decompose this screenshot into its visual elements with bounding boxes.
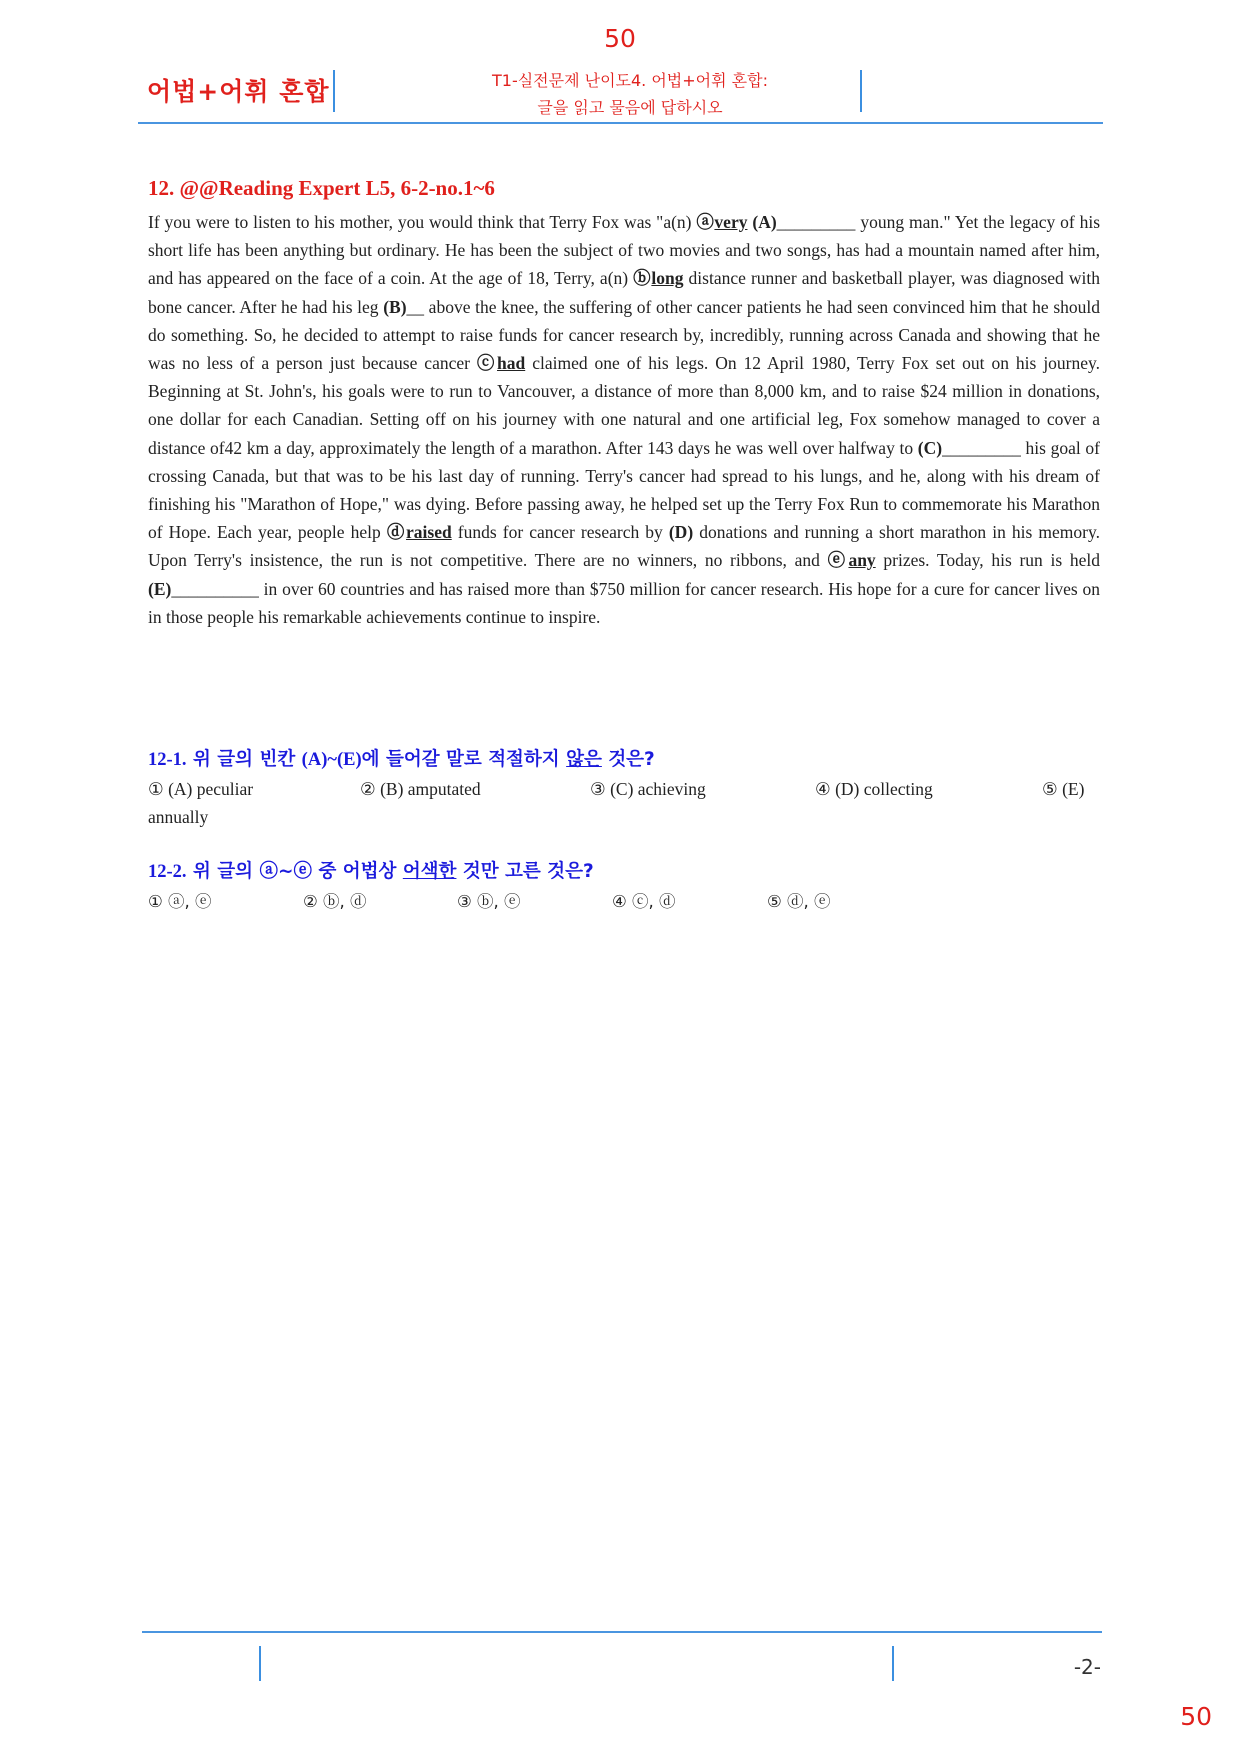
underlined-word-e: any xyxy=(848,550,876,571)
subquestion-2-range: ⓐ~ⓔ xyxy=(259,861,312,882)
underlined-word-b: long xyxy=(651,268,684,289)
passage-text: __ above the knee, the suffering of other cancer patients he had seen convinced him that he should do something. So, he decided to attempt to raise funds for cancer research by, incredibly, running across Canada and showing that he was no less of a person just because cancer xyxy=(148,296,1101,374)
subquestion-2-emphasis: 어색한 xyxy=(402,861,457,882)
subquestion-1-range: (A)~(E) xyxy=(301,750,362,770)
subquestion-2-number: 12-2. xyxy=(148,862,187,882)
passage-text: prizes. Today, his run is held xyxy=(875,550,1101,571)
option-1[interactable]: ① (A) peculiar xyxy=(148,779,254,799)
subquestion-2-text: 것만 고른 것은? xyxy=(456,861,594,882)
underlined-word-a: very xyxy=(714,212,748,232)
passage-text: _________ his goal of crossing Canada, but that was to be his last day of running. Terry's cancer had spread to his lungs, and he, along with his dream of finishing his "Marathon of Hope," was dying. Before passing away, he helped set up the Terry Fox Run to commemorate his Marathon of Hope. Each year, people help xyxy=(148,437,1100,543)
option-2[interactable]: ② (B) amputated xyxy=(360,779,481,799)
page-number-top: 50 xyxy=(604,24,636,53)
footer-divider-right xyxy=(892,1646,894,1681)
header-rule xyxy=(138,122,1103,124)
subquestion-1-text: 에 들어갈 말로 적절하지 xyxy=(361,749,567,770)
passage-text: funds for cancer research by xyxy=(451,522,669,543)
subquestion-1-text: 위 글의 빈칸 xyxy=(186,749,302,770)
option-4[interactable]: ④ ⓒ, ⓓ xyxy=(612,892,676,911)
blank-b-label: (B) xyxy=(383,296,407,317)
section-title: 어법+어휘 혼합 xyxy=(147,77,330,106)
blank-e-label: (E) xyxy=(148,578,172,599)
subquestion-1-text: 것은? xyxy=(601,749,655,770)
question-title: 12. @@Reading Expert L5, 6-2-no.1~6 xyxy=(148,176,495,200)
footer-rule xyxy=(142,1631,1102,1633)
option-5[interactable]: ⑤ ⓓ, ⓔ xyxy=(767,892,831,911)
passage-text: If you were to listen to his mother, you would think that Terry Fox was "a(n) xyxy=(148,212,697,232)
mark-e: ⓔ xyxy=(827,550,849,571)
mark-b: ⓑ xyxy=(633,268,652,289)
option-2[interactable]: ② ⓑ, ⓓ xyxy=(303,892,367,911)
subquestion-2-prompt xyxy=(148,857,594,883)
reading-passage xyxy=(148,208,1100,631)
passage-text: _________ young man." Yet the legacy of his short life has been anything but ordinary. He has been the subject of two movies and two songs, has had a mountain named after him, and has appeared on the face of a coin. At the age of 18, Terry, a(n) xyxy=(148,212,1101,289)
footer-page-number: -2- xyxy=(1073,1655,1101,1679)
passage-text: __________ in over 60 countries and has raised more than $750 million for cancer research. His hope for a cure for cancer lives on in those people his remarkable achievements continue to inspire. xyxy=(148,578,1100,627)
subquestion-2-text: 중 어법상 xyxy=(312,861,403,882)
passage-text: distance runner and basketball player, was diagnosed with bone cancer. After he had his leg xyxy=(148,268,1100,317)
mark-c: ⓒ xyxy=(476,353,498,374)
option-5-wrap: annually xyxy=(148,807,209,827)
underlined-word-c: had xyxy=(497,353,526,374)
underlined-word-d: raised xyxy=(406,522,452,543)
blank-c-label: (C) xyxy=(917,437,943,458)
subquestion-1-prompt xyxy=(148,745,655,771)
option-3[interactable]: ③ (C) achieving xyxy=(590,779,706,799)
option-5[interactable]: ⑤ (E) xyxy=(1042,779,1085,799)
header-divider-right xyxy=(860,70,862,112)
footer-divider-left xyxy=(259,1646,261,1681)
header-subtitle-line1: T1-실전문제 난이도4. 어법+어휘 혼합: xyxy=(492,71,768,90)
mark-a: ⓐ xyxy=(696,212,715,232)
page-number-corner: 50 xyxy=(1180,1702,1212,1731)
option-3[interactable]: ③ ⓑ, ⓔ xyxy=(457,892,521,911)
subquestion-1-number: 12-1. xyxy=(148,750,187,770)
option-4[interactable]: ④ (D) collecting xyxy=(815,779,933,799)
option-1[interactable]: ① ⓐ, ⓔ xyxy=(148,892,212,911)
header-subtitle-line2: 글을 읽고 물음에 답하시오 xyxy=(537,98,723,117)
subquestion-2-text: 위 글의 xyxy=(186,861,260,882)
blank-d-label: (D) xyxy=(668,522,694,543)
subquestion-1-emphasis: 않은 xyxy=(566,749,602,770)
header-subtitle xyxy=(420,67,840,121)
header-divider-left xyxy=(333,70,335,112)
mark-d: ⓓ xyxy=(386,522,407,543)
passage-text: claimed one of his legs. On 12 April 1980, Terry Fox set out on his journey. Beginning at St. John's, his goals were to run to Vancouver, a distance of more than 8,000 km, and to raise $24 million in donations, one dollar for each Canadian. Setting off on his journey with one natural and one artificial leg, Fox somehow managed to cover a distance of42 km a day, approximately the length of a marathon. After 143 days he was well over halfway to xyxy=(148,353,1101,458)
passage-text: donations and running a short marathon in his memory. Upon Terry's insistence, the run is not competitive. There are no winners, no ribbons, and xyxy=(148,522,1100,571)
blank-a-label: (A) xyxy=(747,212,777,232)
